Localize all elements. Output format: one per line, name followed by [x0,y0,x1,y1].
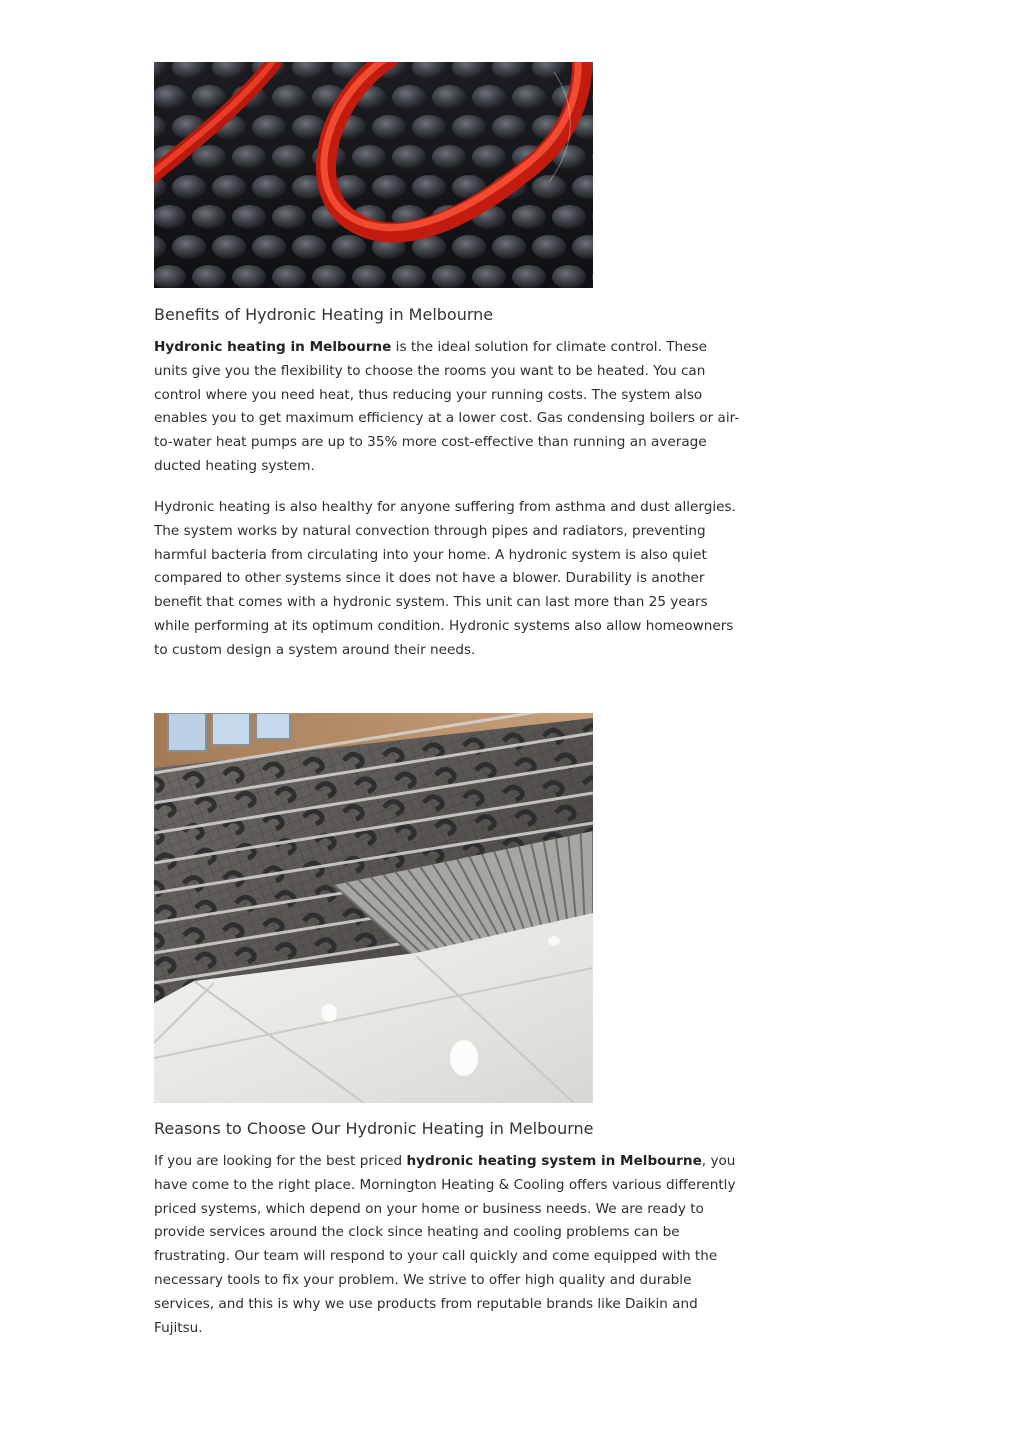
benefits-paragraph-2: Hydronic heating is also healthy for anyone suffering from asthma and dust allergies. The system works by natural convection through pipes and radiators, preventing harmful bacteria from circulating into your home. A hydronic system is also quiet compared to other systems since it does not have a blower. Durability is another benefit that comes with a hydronic system. This unit can last more than 25 years while performing at its optimum condition. Hydronic systems also allow homeowners to custom design a system around their needs. [154,499,736,658]
benefits-paragraph-1 [154,336,744,479]
reasons-paragraph-text: , you have come to the right place. Mornington Heating & Cooling offers various differently priced systems, which depend on your home or business needs. We are ready to provide services around the clock since heating and cooling problems can be frustrating. Our team will respond to your call quickly and come equipped with the necessary tools to fix your problem. We strive to offer high quality and durable services, and this is why we use products from reputable brands like Daikin and Fujitsu. [154,1153,736,1336]
benefits-heading: Benefits of Hydronic Heating in Melbourne [154,305,494,324]
reasons-paragraph-lead: If you are looking for the best priced [154,1153,407,1169]
underfloor-pipe-photo [154,62,593,288]
underfloor-tiles-photo [154,713,593,1103]
keyword-hydronic-heating: Hydronic heating in Melbourne [154,339,392,355]
keyword-hydronic-heating-system: hydronic heating system in Melbourne [406,1153,702,1169]
benefits-paragraph-1-text: is the ideal solution for climate control. These units give you the flexibility to choose the rooms you want to be heated. You can control where you need heat, thus reducing your running costs. The system also enables you to get maximum efficiency at a lower cost. Gas condensing boilers or air-to-water heat pumps are up to 35% more cost-effective than running an average ducted heating system. [154,339,740,474]
reasons-paragraph [154,1150,744,1340]
reasons-heading: Reasons to Choose Our Hydronic Heating in Melbourne [154,1119,594,1138]
